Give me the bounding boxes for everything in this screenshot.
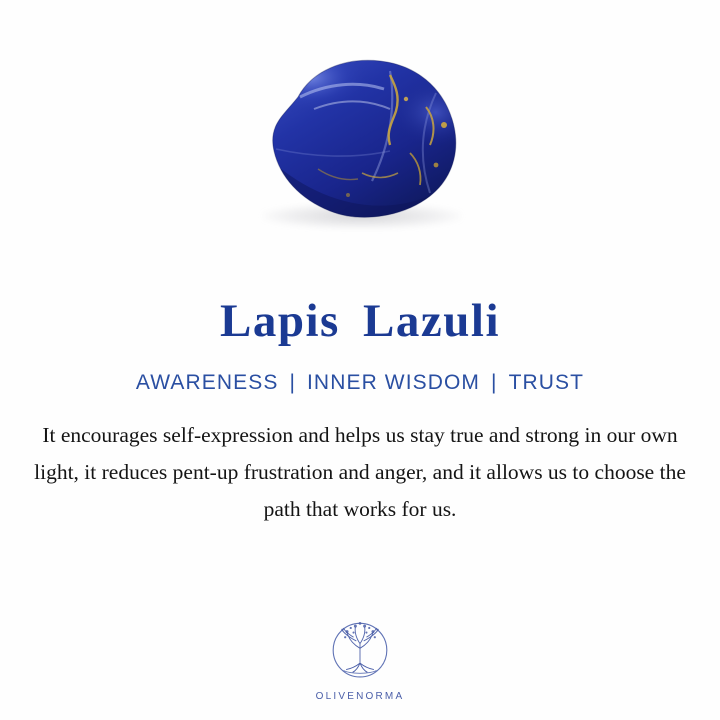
page-title: Lapis Lazuli (219, 295, 501, 347)
lapis-lazuli-stone-icon (240, 53, 480, 228)
description-text: It encourages self-expression and helps us stay true and strong in our own light, it reduces pent-up frustration and anger, and it allows us to choose the path that works for us. (34, 423, 686, 521)
keyword-trust: TRUST (508, 371, 585, 394)
tree-of-life-icon (323, 615, 397, 689)
keywords-row (127, 371, 593, 395)
brand-logo (0, 615, 720, 702)
keyword-awareness: AWARENESS (135, 371, 279, 394)
keyword-separator: | (491, 371, 498, 394)
keyword-inner-wisdom: INNER WISDOM (307, 371, 481, 394)
stone-image-wrapper (240, 53, 480, 238)
keyword-separator: | (289, 371, 296, 394)
stone-image-area (0, 0, 720, 280)
brand-name: OLIVENORMA (315, 691, 405, 702)
